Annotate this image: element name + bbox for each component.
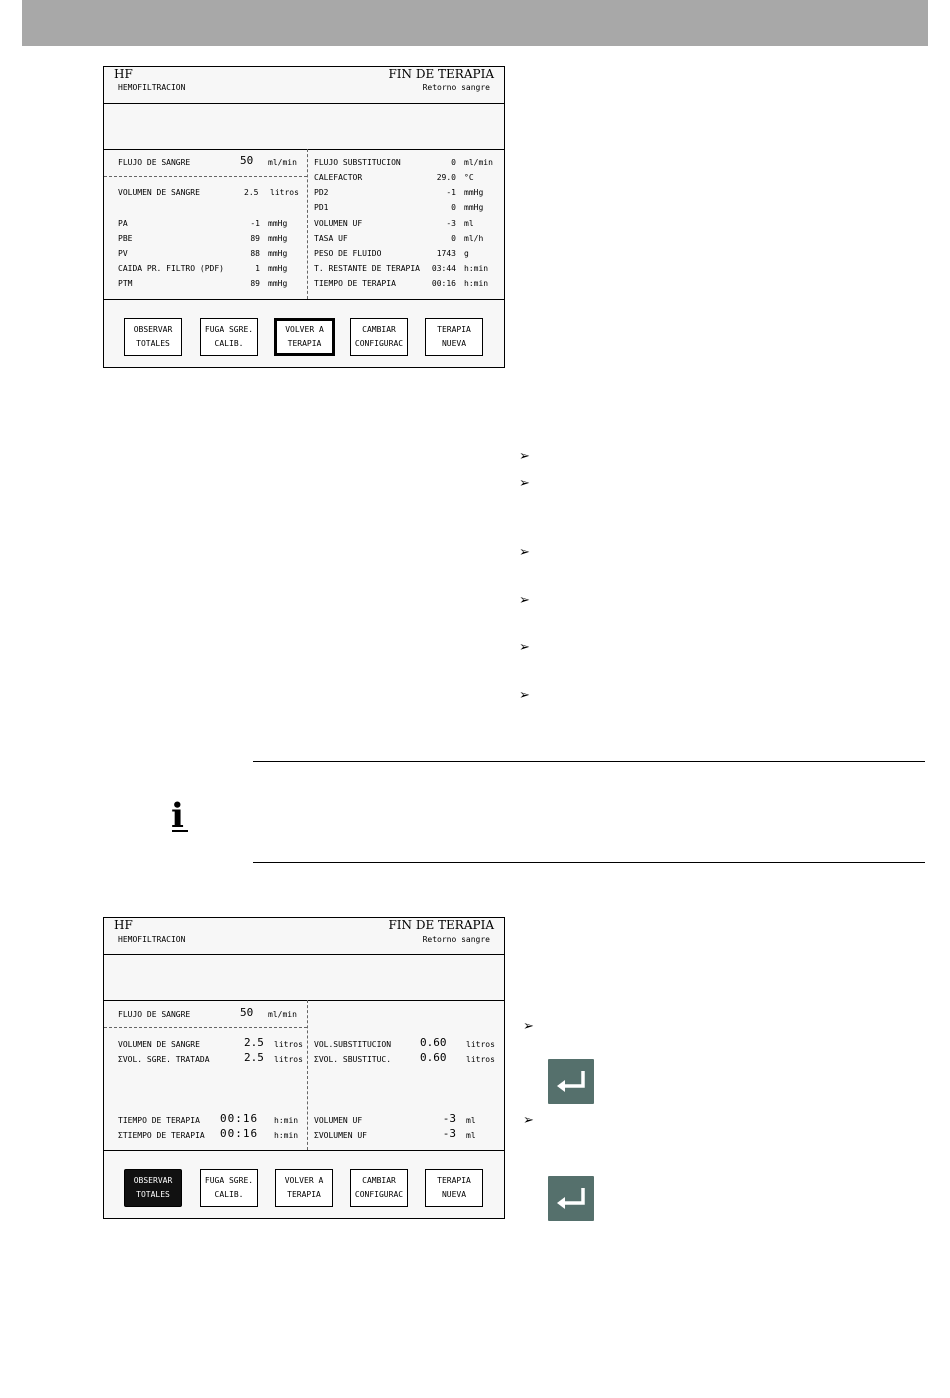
button-label: TERAPIA: [437, 325, 471, 334]
button-label: NUEVA: [441, 339, 467, 348]
new-therapy-button[interactable]: [425, 1169, 483, 1207]
param-unit: litros: [466, 1040, 495, 1049]
param-label: PTM: [118, 279, 133, 288]
param-value: 29.0: [436, 173, 456, 182]
param-value: 03:44: [431, 264, 456, 273]
param-value: 00:16: [220, 1127, 259, 1140]
param-value: 50: [240, 1006, 254, 1019]
param-unit: mmHg: [464, 188, 484, 197]
bullet-arrow-icon: ➢: [519, 545, 530, 560]
button-label: VOLVER A: [284, 1176, 324, 1185]
status-subtitle: Retorno sangre: [422, 935, 490, 944]
param-value: -3: [442, 1127, 456, 1140]
param-label: TIEMPO DE TERAPIA: [118, 1116, 200, 1125]
button-label: CONFIGURAC: [354, 1190, 404, 1199]
param-label: VOL.SUBSTITUCION: [314, 1040, 392, 1049]
button-label: FUGA SGRE.: [204, 325, 254, 334]
param-unit: ml/h: [464, 234, 484, 243]
button-label: TOTALES: [136, 1190, 170, 1199]
param-value: 0.60: [420, 1051, 447, 1064]
param-unit: h:min: [464, 279, 489, 288]
param-label: PD1: [314, 203, 329, 212]
bullet-arrow-icon: ➢: [523, 1019, 534, 1034]
change-config-button[interactable]: [350, 1169, 408, 1207]
param-label: ΣVOL. SBUSTITUC.: [314, 1055, 392, 1064]
param-unit: mmHg: [268, 279, 288, 288]
param-unit: g: [464, 249, 469, 258]
enter-key-icon: [548, 1059, 594, 1104]
status-title: FIN DE TERAPIA: [388, 918, 494, 932]
bullet-arrow-icon: ➢: [519, 640, 530, 655]
param-label: VOLUMEN UF: [314, 1116, 363, 1125]
button-label: OBSERVAR: [133, 325, 173, 334]
button-label: CAMBIAR: [362, 325, 396, 334]
param-label: PESO DE FLUIDO: [314, 249, 382, 258]
param-unit: h:min: [274, 1131, 299, 1140]
divider: [104, 1150, 504, 1151]
param-label: CAIDA PR. FILTRO (PDF): [118, 264, 224, 273]
bullet-arrow-icon: ➢: [519, 476, 530, 491]
blood-leak-calib-button[interactable]: [200, 318, 258, 356]
param-value: 0: [451, 158, 456, 167]
button-label: VOLVER A: [285, 325, 324, 334]
param-unit: litros: [270, 188, 299, 197]
param-value: 88: [250, 249, 260, 258]
param-label: FLUJO DE SANGRE: [118, 158, 191, 167]
column-divider: [307, 149, 308, 299]
divider: [104, 149, 504, 150]
param-unit: ml: [466, 1131, 476, 1140]
monitor-screen-totals: [103, 917, 505, 1219]
param-value: -3: [442, 1112, 456, 1125]
param-value: -1: [446, 188, 456, 197]
bullet-arrow-icon: ➢: [519, 449, 530, 464]
param-label: FLUJO SUBSTITUCION: [314, 158, 401, 167]
blood-leak-calib-button[interactable]: [200, 1169, 258, 1207]
note-rule-bottom: [253, 862, 925, 863]
bullet-arrow-icon: ➢: [523, 1113, 534, 1128]
button-label: TERAPIA: [437, 1176, 471, 1185]
param-label: PBE: [118, 234, 133, 243]
mode-name: HEMOFILTRACION: [118, 935, 186, 944]
param-value: 00:16: [220, 1112, 259, 1125]
mode-name: HEMOFILTRACION: [118, 83, 186, 92]
param-value: -1: [250, 219, 260, 228]
param-value: 1: [255, 264, 260, 273]
param-value: -3: [446, 219, 456, 228]
button-label: CALIB.: [214, 339, 244, 348]
param-value: 89: [250, 234, 260, 243]
param-value: 0.60: [420, 1036, 447, 1049]
param-unit: h:min: [464, 264, 489, 273]
param-unit: ml: [466, 1116, 476, 1125]
button-label: CONFIGURAC: [354, 339, 404, 348]
param-unit: ml/min: [268, 158, 297, 167]
param-label: VOLUMEN DE SANGRE: [118, 1040, 200, 1049]
param-unit: ml/min: [464, 158, 493, 167]
observe-totals-button[interactable]: [124, 318, 182, 356]
param-unit: mmHg: [268, 219, 288, 228]
button-label: CALIB.: [214, 1190, 244, 1199]
enter-key-icon: [548, 1176, 594, 1221]
button-label: OBSERVAR: [133, 1176, 173, 1185]
param-unit: mmHg: [268, 249, 288, 258]
param-label: PV: [118, 249, 128, 258]
column-divider: [307, 1000, 308, 1150]
param-value: 2.5: [244, 1036, 264, 1049]
divider: [104, 299, 504, 300]
param-label: FLUJO DE SANGRE: [118, 1010, 191, 1019]
bullet-arrow-icon: ➢: [519, 688, 530, 703]
info-icon-underline: [172, 830, 188, 832]
mode-label: HF: [114, 918, 133, 932]
param-unit: mmHg: [268, 234, 288, 243]
param-unit: litros: [466, 1055, 495, 1064]
param-label: ΣTIEMPO DE TERAPIA: [118, 1131, 205, 1140]
observe-totals-button[interactable]: [124, 1169, 182, 1207]
monitor-screen-end-of-therapy: [103, 66, 505, 368]
status-subtitle: Retorno sangre: [422, 83, 490, 92]
bullet-arrow-icon: ➢: [519, 593, 530, 608]
mode-label: HF: [114, 67, 133, 81]
param-value: 1743: [436, 249, 456, 258]
param-label: ΣVOLUMEN UF: [314, 1131, 367, 1140]
param-label: PA: [118, 219, 128, 228]
param-unit: litros: [274, 1055, 303, 1064]
param-unit: °C: [464, 173, 474, 182]
param-value: 0: [451, 234, 456, 243]
param-label: ΣVOL. SGRE. TRATADA: [118, 1055, 210, 1064]
param-label: VOLUMEN DE SANGRE: [118, 188, 200, 197]
button-label: TERAPIA: [287, 1190, 321, 1199]
change-config-button[interactable]: [350, 318, 408, 356]
return-to-therapy-button[interactable]: [275, 1169, 333, 1207]
divider: [104, 954, 504, 955]
button-label: TOTALES: [136, 339, 170, 348]
param-unit: ml: [464, 219, 474, 228]
param-label: T. RESTANTE DE TERAPIA: [314, 264, 420, 273]
param-value: 2.5: [244, 188, 259, 197]
param-label: CALEFACTOR: [314, 173, 363, 182]
button-label: FUGA SGRE.: [204, 1176, 254, 1185]
param-unit: litros: [274, 1040, 303, 1049]
new-therapy-button[interactable]: [425, 318, 483, 356]
param-label: PD2: [314, 188, 329, 197]
param-label: TIEMPO DE TERAPIA: [314, 279, 396, 288]
param-label: VOLUMEN UF: [314, 219, 363, 228]
header-bar: [22, 0, 928, 46]
param-value: 89: [250, 279, 260, 288]
status-title: FIN DE TERAPIA: [388, 67, 494, 81]
param-value: 0: [451, 203, 456, 212]
param-unit: mmHg: [268, 264, 288, 273]
param-value: 2.5: [244, 1051, 264, 1064]
param-value: 50: [240, 154, 254, 167]
param-label: TASA UF: [314, 234, 348, 243]
button-label: NUEVA: [441, 1190, 467, 1199]
return-to-therapy-button[interactable]: [274, 318, 335, 356]
info-icon: i: [171, 796, 184, 836]
param-unit: mmHg: [464, 203, 484, 212]
divider: [104, 1000, 504, 1001]
param-value: 00:16: [431, 279, 456, 288]
divider: [104, 1027, 307, 1028]
button-label: TERAPIA: [287, 339, 322, 348]
divider: [104, 176, 307, 177]
note-rule-top: [253, 761, 925, 762]
button-label: CAMBIAR: [362, 1176, 396, 1185]
param-unit: ml/min: [268, 1010, 297, 1019]
divider: [104, 103, 504, 104]
param-unit: h:min: [274, 1116, 299, 1125]
